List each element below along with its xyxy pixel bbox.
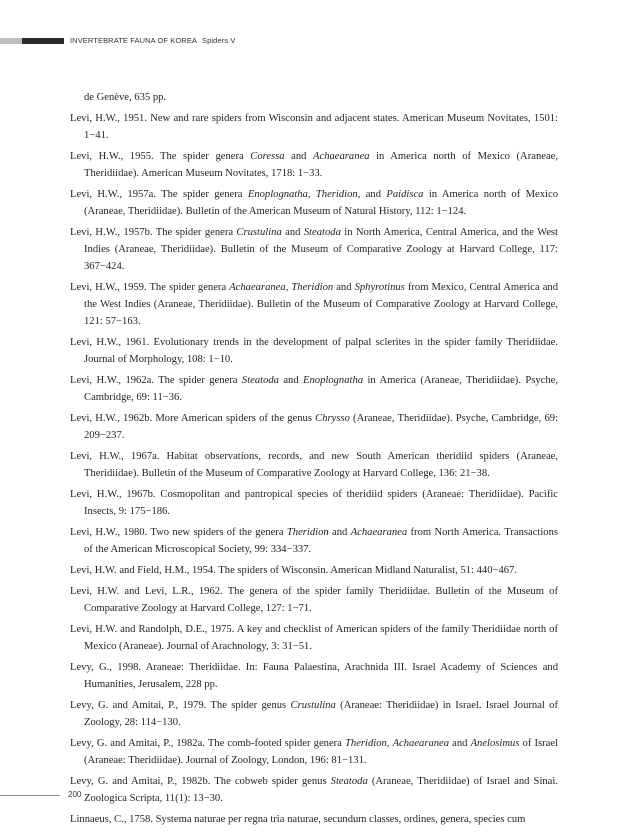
reference-text: Levi, H.W., 1955. The spider genera bbox=[70, 151, 251, 162]
reference-text: , bbox=[285, 282, 292, 293]
reference-italic-text: Theridion bbox=[315, 189, 358, 200]
reference-italic-text: Enoplognatha bbox=[303, 375, 364, 386]
reference-text: and bbox=[333, 282, 355, 293]
reference-text: in North America, Central America, and the West Indies (Araneae, Theridiidae). Bulletin of the Museum of Comparative Zoology at Harvard College, 117: 367−424. bbox=[84, 227, 558, 272]
reference-text: from Mexico, Central America and the West Indies (Araneae, Theridiidae). Bulletin of the Museum of Comparative Zoology at Harvard College, 121: 57−163. bbox=[84, 282, 559, 327]
header-subtitle: Spiders V bbox=[202, 36, 236, 45]
reference-italic-text: Coressa bbox=[250, 151, 285, 162]
reference-text: and bbox=[449, 738, 471, 749]
reference-text: (Araneae, Theridiidae). Psyche, Cambridge, 69: 209−237. bbox=[84, 413, 558, 441]
reference-text: Levy, G., 1998. Araneae: Theridiidae. In: Fauna Palaestina, Arachnida III. Israel Academy of Sciences and Humanities, Jerusalem, 228 pp. bbox=[70, 662, 558, 690]
reference-italic-text: Theridion bbox=[286, 527, 329, 538]
reference-italic-text: Achaearanea bbox=[392, 738, 450, 749]
reference-text: Levi, H.W., 1962a. The spider genera bbox=[70, 375, 242, 386]
reference-text: from North America. Transactions of the American Microscopical Society, 99: 334−337. bbox=[84, 527, 559, 555]
reference-italic-text: Chrysso bbox=[315, 413, 350, 424]
reference-italic-text: Crustulina bbox=[236, 227, 282, 238]
reference-entry bbox=[70, 811, 558, 828]
reference-text: (Araneae, Theridiidae) of Israel and Sinai. Zoologica Scripta, 11(1): 13−30. bbox=[84, 776, 558, 804]
reference-entry bbox=[70, 697, 558, 731]
reference-italic-text: Enoplognatha bbox=[247, 189, 308, 200]
reference-italic-text: Sphyrotinus bbox=[354, 282, 405, 293]
reference-text: Levi, H.W., 1959. The spider genera bbox=[70, 282, 230, 293]
footer-rule bbox=[0, 795, 60, 796]
reference-text: Levi, H.W., 1961. Evolutionary trends in the development of palpal sclerites in the spider family Theridiidae. Journal of Morphology, 108: 1−10. bbox=[70, 337, 558, 365]
reference-text: Levi, H.W., 1951. New and rare spiders from Wisconsin and adjacent states. American Museum Novitates, 1501: 1−41. bbox=[70, 113, 558, 141]
reference-italic-text: Steatoda bbox=[303, 227, 341, 238]
reference-text: Levi, H.W., 1962b. More American spiders of the genus bbox=[70, 413, 316, 424]
reference-entry bbox=[70, 89, 558, 106]
reference-text: Levy, G. and Amitai, P., 1982a. The comb-footed spider genera bbox=[70, 738, 345, 749]
header-title: INVERTEBRATE FAUNA OF KOREA bbox=[70, 36, 198, 45]
reference-italic-text: Achaearanea bbox=[313, 151, 370, 162]
reference-entry bbox=[70, 334, 558, 368]
reference-entry bbox=[70, 621, 558, 655]
reference-italic-text: Achaearanea bbox=[350, 527, 408, 538]
reference-entry bbox=[70, 562, 558, 579]
header-bar-dark bbox=[22, 38, 64, 44]
reference-entry bbox=[70, 410, 558, 444]
reference-text: in America north of Mexico (Araneae, Theridiidae). Bulletin of the American Museum of Natural History, 112: 1−124. bbox=[84, 189, 558, 217]
reference-text: (Araneae: Theridiidae) in Israel. Israel Journal of Zoology, 28: 114−130. bbox=[84, 700, 559, 728]
reference-text: Levi, H.W., 1957b. The spider genera bbox=[70, 227, 237, 238]
reference-text: Levi, H.W., 1967b. Cosmopolitan and pantropical species of theridiid spiders (Araneae: Theridiidae). Pacific Insects, 9: 175−186. bbox=[70, 489, 558, 517]
reference-entry bbox=[70, 583, 558, 617]
reference-text: in America north of Mexico (Araneae, Theridiidae). American Museum Novitates, 1718: 1−33. bbox=[84, 151, 558, 179]
reference-list bbox=[70, 89, 558, 832]
reference-entry bbox=[70, 110, 558, 144]
reference-text: Levi, H.W. and Randolph, D.E., 1975. A key and checklist of American spiders of the family Theridiidae north of Mexico (Araneae). Journal of Arachnology, 3: 31−51. bbox=[70, 624, 558, 652]
reference-text: Levi, H.W., 1967a. Habitat observations, records, and new South American theridiid spiders (Araneae, Theridiidae). Bulletin of the Museum of Comparative Zoology at Harvard College, 136: 21−38. bbox=[70, 451, 558, 479]
reference-entry bbox=[70, 735, 558, 769]
reference-text: de Genève, 635 pp. bbox=[84, 92, 167, 103]
reference-italic-text: Crustulina bbox=[290, 700, 336, 711]
reference-entry bbox=[70, 148, 558, 182]
reference-text: , bbox=[386, 738, 393, 749]
reference-italic-text: Steatoda bbox=[241, 375, 279, 386]
reference-text: Levi, H.W. and Levi, L.R., 1962. The genera of the spider family Theridiidae. Bulletin of the Museum of Comparative Zoology at Harvard College, 127: 1−71. bbox=[70, 586, 558, 614]
reference-italic-text: Anelosimus bbox=[470, 738, 520, 749]
reference-italic-text: Theridion bbox=[345, 738, 387, 749]
reference-text: of Israel (Araneae: Theridiidae). Journal of Zoology, London, 196: 81−131. bbox=[84, 738, 559, 766]
reference-text: and bbox=[281, 227, 304, 238]
header-text bbox=[70, 35, 235, 47]
reference-text: , and bbox=[357, 189, 387, 200]
reference-text: Linnaeus, C., 1758. Systema naturae per regna tria naturae, secundum classes, ordines, genera, species cum bbox=[70, 814, 526, 825]
running-header bbox=[0, 35, 637, 47]
reference-entry bbox=[70, 773, 558, 807]
page-number: 200 bbox=[68, 790, 82, 799]
reference-entry bbox=[70, 448, 558, 482]
reference-text: Levi, H.W., 1980. Two new spiders of the genera bbox=[70, 527, 287, 538]
reference-text: and bbox=[284, 151, 314, 162]
reference-text: Levy, G. and Amitai, P., 1982b. The cobweb spider genus bbox=[70, 776, 331, 787]
header-bar-light bbox=[0, 38, 22, 44]
reference-text: and bbox=[278, 375, 304, 386]
reference-entry bbox=[70, 486, 558, 520]
reference-italic-text: Theridion bbox=[291, 282, 334, 293]
reference-text: , bbox=[307, 189, 316, 200]
reference-entry bbox=[70, 659, 558, 693]
reference-text: and bbox=[328, 527, 351, 538]
reference-italic-text: Steatoda bbox=[330, 776, 368, 787]
reference-entry bbox=[70, 279, 558, 330]
reference-entry bbox=[70, 186, 558, 220]
reference-text: in America (Araneae, Theridiidae). Psyche, Cambridge, 69: 11−36. bbox=[84, 375, 559, 403]
reference-text: Levi, H.W. and Field, H.M., 1954. The spiders of Wisconsin. American Midland Naturalist, 51: 440−467. bbox=[70, 565, 518, 576]
reference-italic-text: Paidisca bbox=[386, 189, 424, 200]
reference-text: Levi, H.W., 1957a. The spider genera bbox=[70, 189, 248, 200]
reference-entry bbox=[70, 372, 558, 406]
reference-text: Levy, G. and Amitai, P., 1979. The spider genus bbox=[70, 700, 291, 711]
reference-entry bbox=[70, 524, 558, 558]
reference-italic-text: Achaearanea bbox=[229, 282, 286, 293]
reference-entry bbox=[70, 224, 558, 275]
